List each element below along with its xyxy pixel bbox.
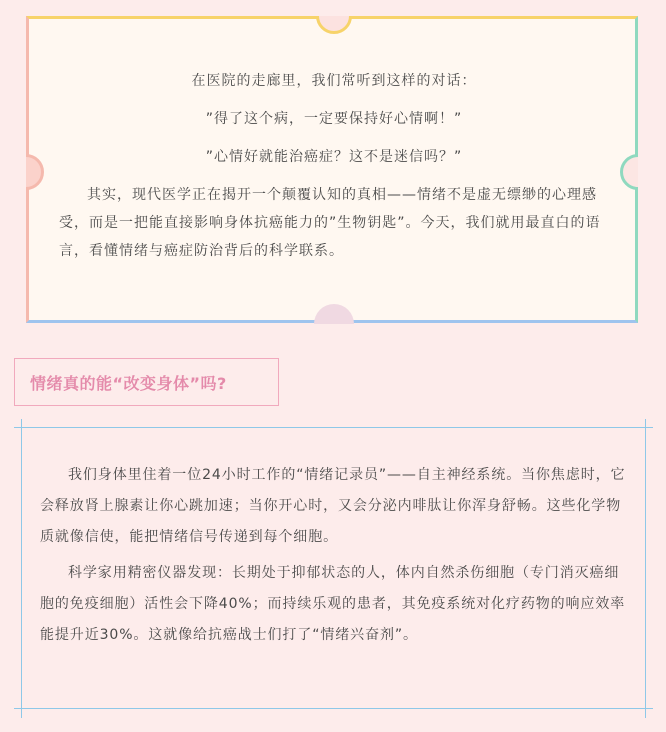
intro-quote-1: ”得了这个病，一定要保持好心情啊！” <box>205 111 463 127</box>
frame-line-top <box>14 427 653 428</box>
intro-text <box>59 67 609 275</box>
bottom-notch-decoration <box>314 304 354 344</box>
intro-line: 在医院的走廊里，我们常听到这样的对话： <box>191 73 477 89</box>
right-notch-decoration <box>620 154 656 190</box>
intro-quote-2: ”心情好就能治癌症？这不是迷信吗？” <box>205 149 463 165</box>
section-paragraph-2: 科学家用精密仪器发现：长期处于抑郁状态的人，体内自然杀伤细胞（专门消灭癌细胞的免疫细胞）活性会下降40%；而持续乐观的患者，其免疫系统对化疗药物的响应效率能提升近30%。这就像给抗癌战士们打了“情绪兴奋剂”。 <box>40 565 626 643</box>
frame-line-right <box>645 419 646 718</box>
left-notch-decoration <box>8 154 44 190</box>
section-heading-box <box>14 358 279 406</box>
intro-paragraph: 其实，现代医学正在揭开一个颠覆认知的真相——情绪不是虚无缥缈的心理感受，而是一把能直接影响身体抗癌能力的”生物钥匙”。今天，我们就用最直白的语言，看懂情绪与癌症防治背后的科学联系。 <box>59 187 601 259</box>
section-title: 情绪真的能“改变身体”吗? <box>30 374 227 393</box>
frame-line-left <box>21 419 22 718</box>
frame-line-bottom <box>14 708 653 709</box>
section-paragraph-1: 我们身体里住着一位24小时工作的“情绪记录员”——自主神经系统。当你焦虑时，它会释放肾上腺素让你心跳加速；当你开心时，又会分泌内啡肽让你浑身舒畅。这些化学物质就像信使，能把情绪信号传递到每个细胞。 <box>40 467 626 545</box>
top-notch-border <box>316 0 352 34</box>
section-body <box>40 460 626 656</box>
intro-card <box>26 16 638 323</box>
